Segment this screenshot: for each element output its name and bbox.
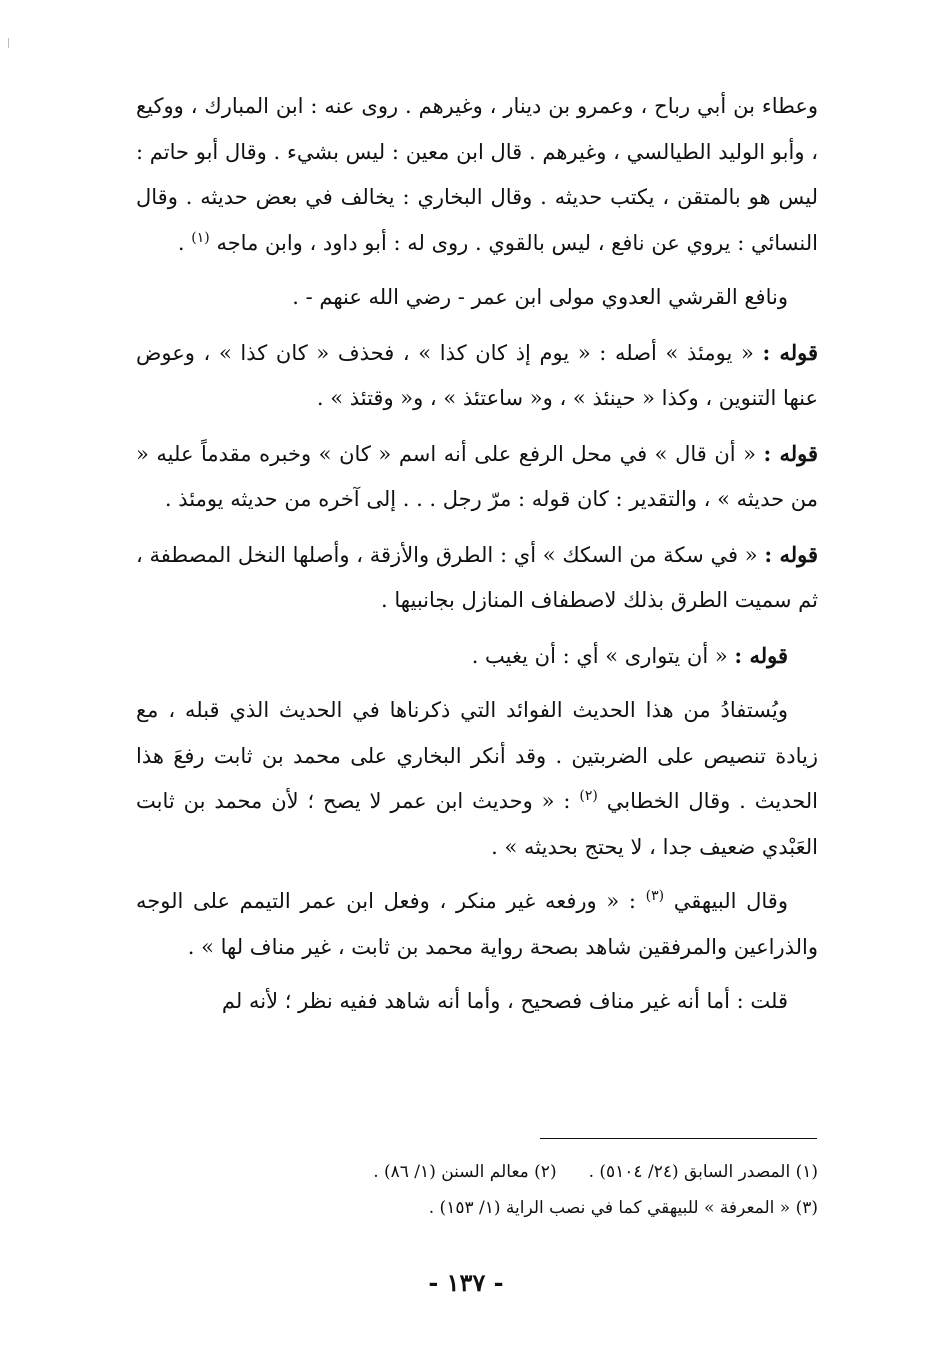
paragraph-text: « يومئذ » أصله : « يوم إذ كان كذا » ، فحذف « كان كذا » ، وعوض عنها التنوين ، وكذا « حينئذ » ، و« ساعتئذ » ، و« وقتئذ » . xyxy=(136,340,818,410)
footnote-1: (١) المصدر السابق (٢٤/ ٥١٠٤) . xyxy=(588,1162,818,1182)
footnote-ref-2: (٢) xyxy=(579,788,598,804)
footnotes xyxy=(136,1154,818,1226)
footnote-divider xyxy=(540,1138,817,1139)
sentence-end: . xyxy=(177,230,185,255)
paragraph-an-qala xyxy=(136,431,818,523)
paragraph-text: « أن يتوارى » أي : أن يغيب . xyxy=(471,643,728,668)
paragraph-benefits xyxy=(136,688,818,870)
paragraph-text: وقال البيهقي xyxy=(673,889,788,913)
paragraph-text: ويُستفادُ من هذا الحديث الفوائد التي ذكرناها في الحديث الذي قبله ، مع زيادة تنصيص على الضربتين . وقد أنكر البخاري على محمد بن ثابت رفعَ هذا الحديث . وقال الخطابي xyxy=(136,698,819,813)
paragraph-text: وعطاء بن أبي رباح ، وعمرو بن دينار ، وغيرهم . روى عنه : ابن المبارك ، ووكيع ، وأبو الوليد الطيالسي ، وغيرهم . قال ابن معين : ليس بشيء . وقال أبو حاتم : ليس هو بالمتقن ، يكتب حديثه . وقال البخاري : يخالف في بعض حديثه . وقال النسائي : يروي عن نافع ، ليس بالقوي . روى له : أبو داود ، وابن ماجه xyxy=(136,94,818,255)
scan-mark xyxy=(8,38,9,48)
footnote-row xyxy=(136,1190,818,1226)
page-number: - ١٣٧ - xyxy=(428,1268,504,1297)
paragraph-text: : « وحديث ابن عمر لا يصح ؛ لأن محمد بن ثابت العَبْدي ضعيف جدا ، لا يحتج بحديثه » . xyxy=(136,789,818,859)
paragraph-nafi: ونافع القرشي العدوي مولى ابن عمر - رضي الله عنهم - . xyxy=(292,285,788,309)
paragraph-text: « أن قال » في محل الرفع على أنه اسم « كان » وخبره مقدماً عليه « من حديثه » ، والتقدير : كان قوله : مرّ رجل . . . إلى آخره من حديثه يومئذ . xyxy=(136,441,818,511)
paragraph-text: : « ورفعه غير منكر ، وفعل ابن عمر التيمم على الوجه والذراعين والمرفقين شاهد بصحة رواية محمد بن ثابت ، غير مناف لها » . xyxy=(136,889,818,959)
footnote-ref-1: (١) xyxy=(191,229,210,246)
qawluhu-label: قوله : xyxy=(764,541,818,567)
footnote-ref-3: (٣) xyxy=(645,888,665,904)
paragraph-sikka xyxy=(136,532,818,624)
footnote-row xyxy=(136,1154,818,1190)
paragraph-bayhaqi xyxy=(136,879,818,970)
qawluhu-label: قوله : xyxy=(763,440,818,466)
qawluhu-label: قوله : xyxy=(734,642,788,668)
qawluhu-label: قوله : xyxy=(762,339,819,365)
paragraph-qultu: قلت : أما أنه غير مناف فصحيح ، وأما أنه شاهد ففيه نظر ؛ لأنه لم xyxy=(221,989,788,1013)
paragraph-yatawara xyxy=(136,633,818,680)
paragraph-text: « في سكة من السكك » أي : الطرق والأزقة ، وأصلها النخل المصطفة ، ثم سميت الطرق بذلك لاصطفاف المنازل بجانبيها . xyxy=(136,542,818,612)
footnote-3: (٣) « المعرفة » للبيهقي كما في نصب الراية (١/ ١٥٣) . xyxy=(428,1198,818,1218)
paragraph-yawmaidhin xyxy=(136,330,818,422)
footnote-2: (٢) معالم السنن (١/ ٨٦) . xyxy=(373,1162,557,1182)
paragraph-narrator-bio xyxy=(136,84,818,266)
main-text xyxy=(136,84,818,1034)
